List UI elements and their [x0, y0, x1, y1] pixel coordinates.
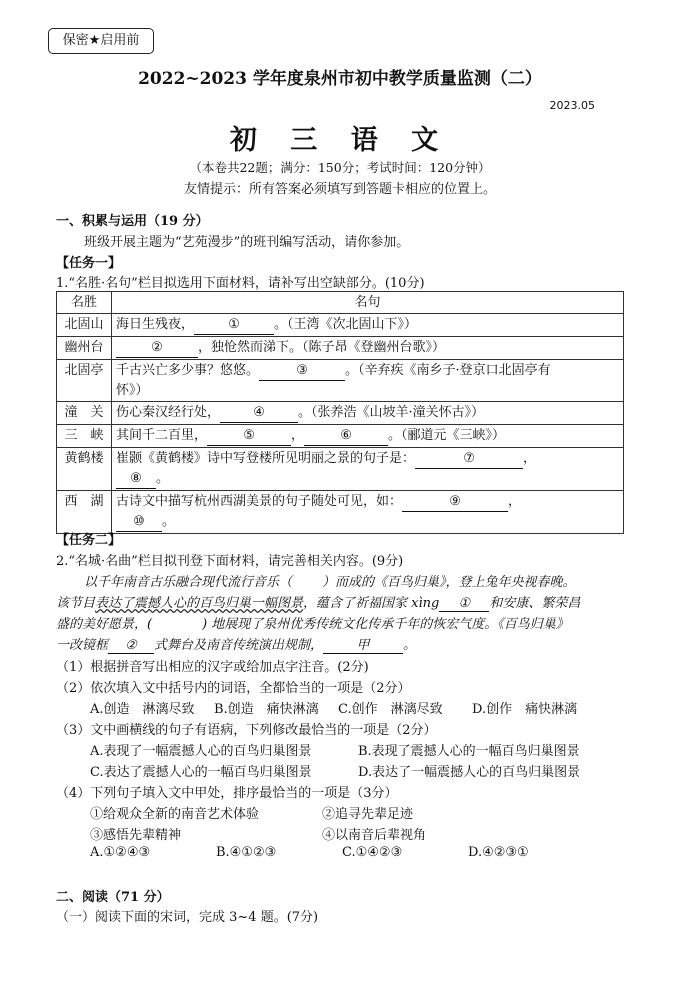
items-q4-row-2: [90, 824, 660, 843]
confidential-badge: 保密★启用前: [48, 28, 154, 54]
col-header-verse: 名句: [112, 292, 624, 314]
passage-line-1: 以千年南音古乐融合现代流行音乐（ ）而成的《百鸟归巢》，登上兔年央视春晚。: [84, 575, 576, 590]
table-row: [57, 425, 624, 448]
sub-question-1: （1）根据拼音写出相应的汉字或给加点字注音。(2分): [56, 660, 369, 675]
answer-blank: ⑤: [207, 426, 291, 446]
verse-cell: 古诗文中描写杭州西湖美景的句子随处可见，如： ⑨ ， ⑩ 。: [112, 491, 624, 534]
sub-question-4: （4）下列句子填入文中甲处，排序最恰当的一项是（3分）: [56, 786, 398, 801]
option-d: D.表达了一幅震撼人心的百鸟归巢图景: [358, 765, 581, 780]
blank-2: ②: [108, 638, 154, 654]
sentence-item: ④以南音后辈视角: [322, 828, 427, 843]
table-header-row: [57, 292, 624, 314]
answer-blank: ③: [259, 361, 345, 381]
sub-question-2: （2）依次填入文中括号内的词语，全都恰当的一项是（2分）: [56, 681, 411, 696]
answer-blank: ⑩: [116, 512, 162, 532]
table-row: [57, 448, 624, 491]
task-1-label: 【任务一】: [56, 256, 122, 271]
site-name: 幽州台: [57, 337, 112, 360]
sentence-item: ③感悟先辈精神: [90, 828, 182, 843]
option-d: D.创作 痛快淋漓: [472, 702, 578, 717]
verse-cell: 其间千二百里， ⑤ ， ⑥ 。（郦道元《三峡》）: [112, 425, 624, 448]
exam-title: 2022~2023 学年度泉州市初中教学质量监测（二）: [138, 69, 542, 89]
section-1-heading: 一、积累与运用（19 分）: [56, 214, 209, 229]
option-b: B.表现了震撼人心的一幅百鸟归巢图景: [358, 744, 580, 759]
blank-1: ①: [439, 596, 489, 612]
table-row: [57, 360, 624, 402]
answer-blank: ①: [194, 315, 274, 335]
site-name: 西 湖: [57, 491, 112, 534]
option-c: C.创作 淋漓尽致: [338, 702, 443, 717]
answer-blank: ⑧: [116, 469, 156, 489]
passage-line-4: 一改镜框 ② 式舞台及南音传统演出规制， 甲 。: [56, 634, 626, 654]
table-row: [57, 402, 624, 425]
famous-sites-table: [56, 291, 624, 534]
options-q3-row-2: [90, 761, 660, 780]
site-name: 潼 关: [57, 402, 112, 425]
option-a: A.①②④③: [90, 845, 151, 860]
passage-line-3: 盛的美好愿景，( ) 地展现了泉州优秀传统文化传承千年的恢宏气度。《百鸟归巢》: [56, 617, 569, 632]
section-2-sub-1: （一）阅读下面的宋词，完成 3~4 题。(7分): [56, 910, 319, 925]
option-b: B.④①②③: [216, 845, 277, 860]
verse-cell: 海日生残夜， ① 。（王湾《次北固山下》）: [112, 314, 624, 337]
answer-blank: ⑨: [402, 492, 508, 512]
option-c: C.表达了震撼人心的一幅百鸟归巢图景: [90, 765, 312, 780]
sentence-item: ①给观众全新的南音艺术体验: [90, 807, 260, 822]
site-name: 北固亭: [57, 360, 112, 402]
table-row: [57, 491, 624, 534]
passage-line-2: 该节目表达了震撼人心的百鸟归巢一幅图景，蕴含了祈福国家 xìng ① 和安康、繁荣昌: [56, 596, 581, 611]
option-a: A.表现了一幅震撼人心的百鸟归巢图景: [90, 744, 312, 759]
table-row: [57, 337, 624, 360]
question-2: 2.“名城·名曲”栏目拟刊登下面材料，请完善相关内容。(9分): [56, 554, 404, 569]
option-b: B.创造 痛快淋漓: [214, 702, 319, 717]
options-q4: [90, 845, 660, 860]
table-row: [57, 314, 624, 337]
underlined-sentence: 表达了震撼人心的百鸟归巢一幅图景: [95, 596, 304, 611]
answer-blank: ②: [116, 338, 198, 358]
question-1: 1.“名胜·名句”栏目拟选用下面材料，请补写出空缺部分。(10分): [56, 276, 425, 291]
site-name: 黄鹤楼: [57, 448, 112, 491]
answer-blank: ④: [220, 403, 298, 423]
exam-tip: 友情提示：所有答案必须填写到答题卡相应的位置上。: [183, 182, 496, 197]
sentence-item: ②追寻先辈足迹: [322, 807, 414, 822]
sub-question-3: （3）文中画横线的句子有语病，下列修改最恰当的一项是（2分）: [56, 723, 437, 738]
verse-cell: 伤心秦汉经行处， ④ 。（张养浩《山坡羊·潼关怀古》）: [112, 402, 624, 425]
exam-date: 2023.05: [549, 99, 595, 112]
answer-blank: ⑥: [304, 426, 388, 446]
task-2-label: 【任务二】: [56, 533, 122, 548]
col-header-name: 名胜: [57, 292, 112, 314]
option-a: A.创造 淋漓尽致: [90, 702, 195, 717]
answer-blank: ⑦: [415, 449, 523, 469]
verse-cell: ② ，独怆然而涕下。（陈子昂《登幽州台歌》）: [112, 337, 624, 360]
exam-info: （本卷共22题；满分：150分；考试时间：120分钟）: [189, 160, 491, 175]
section-2-heading: 二、阅读（71 分）: [56, 890, 170, 905]
verse-cell: 崔颢《黄鹤楼》诗中写登楼所见明丽之景的句子是： ⑦ ， ⑧ 。: [112, 448, 624, 491]
option-c: C.①④②③: [342, 845, 403, 860]
subject-title: 初 三 语 文: [229, 125, 451, 156]
items-q4-row-1: [90, 803, 660, 822]
verse-cell: 千古兴亡多少事？悠悠。 ③ 。（辛弃疾《南乡子·登京口北固亭有 怀》）: [112, 360, 624, 402]
options-q2: [90, 698, 660, 717]
option-d: D.④②③①: [468, 845, 529, 860]
site-name: 三 峡: [57, 425, 112, 448]
options-q3-row-1: [90, 740, 660, 759]
section-1-intro: 班级开展主题为“艺苑漫步”的班刊编写活动，请你参加。: [84, 235, 410, 250]
blank-jia: 甲: [323, 634, 403, 654]
site-name: 北固山: [57, 314, 112, 337]
